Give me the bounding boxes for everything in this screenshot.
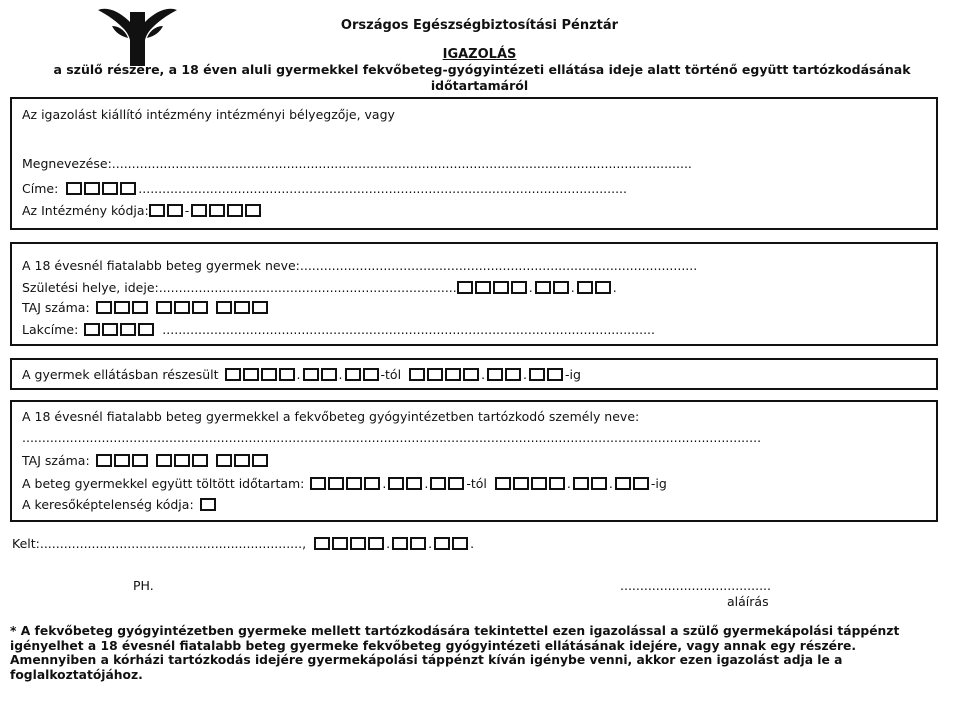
month-box[interactable] [406, 477, 422, 490]
month-box[interactable] [303, 368, 319, 381]
year-box[interactable] [445, 368, 461, 381]
date-dot: . [470, 536, 475, 551]
day-box[interactable] [363, 368, 379, 381]
postcode-box[interactable] [120, 182, 136, 195]
year-box[interactable] [475, 281, 491, 294]
footnote-text: ezen igazolással a szülő gyermekápolási táppénzt igényelhet a 18 évesnél fiatalabb beteg gyermeke fekvőbeteg gyógyintézeti ellátásának idejére, vagy annak egy részére. Amennyiben a kórházi tartózkodás idejére gyermekápolási táppénzt kíván igénybe venni, akkor ezen igazolást adja le a foglalkoztatójához. [10, 624, 900, 682]
year-box[interactable] [513, 477, 529, 490]
signature-label: aláírás [727, 594, 769, 609]
birth-dot: . [528, 280, 533, 295]
year-box[interactable] [243, 368, 259, 381]
birth-field[interactable] [22, 280, 617, 295]
postcode-box[interactable] [102, 182, 118, 195]
year-box[interactable] [368, 537, 384, 550]
taj-box[interactable] [114, 454, 130, 467]
day-box[interactable] [633, 477, 649, 490]
companion-name-dots[interactable]: .......................................................................................................................................................................................... [22, 430, 762, 445]
child-name-dots: .................................................................................................... [299, 258, 698, 273]
companion-taj-field[interactable] [22, 453, 276, 468]
year-box[interactable] [310, 477, 326, 490]
year-box[interactable] [409, 368, 425, 381]
period-dot: . [608, 476, 613, 491]
incapacity-label: A keresőképtelenség kódja: [22, 497, 194, 512]
stamp-label: Az igazolást kiállító intézmény intézményi bélyegzője, vagy [22, 107, 395, 122]
month-box[interactable] [410, 537, 426, 550]
footnote [10, 624, 945, 682]
taj-box[interactable] [174, 454, 190, 467]
date-dots: .................................................................. [39, 536, 303, 551]
date-field[interactable] [12, 536, 474, 551]
birth-dot: . [570, 280, 575, 295]
care-from-suffix: -tól [380, 367, 402, 382]
taj-box[interactable] [156, 301, 172, 314]
institution-name-field[interactable] [22, 156, 692, 171]
incapacity-code-field[interactable] [22, 497, 218, 512]
year-box[interactable] [364, 477, 380, 490]
taj-box[interactable] [96, 301, 112, 314]
child-taj-field[interactable] [22, 300, 276, 315]
taj-box[interactable] [234, 301, 250, 314]
year-box[interactable] [549, 477, 565, 490]
taj-box[interactable] [216, 454, 232, 467]
postcode-box[interactable] [84, 323, 100, 336]
day-box[interactable] [452, 537, 468, 550]
taj-box[interactable] [174, 301, 190, 314]
document-subtitle: a szülő részére, a 18 éven aluli gyermekkel fekvőbeteg-gyógyintézeti ellátása ideje alatt történő együtt tartózkodásának [53, 62, 911, 77]
taj-box[interactable] [132, 301, 148, 314]
day-box[interactable] [448, 477, 464, 490]
document-title: IGAZOLÁS [442, 47, 517, 62]
care-to-suffix: -ig [565, 367, 581, 382]
date-comma: , [302, 536, 307, 551]
child-name-field[interactable] [22, 258, 697, 273]
code-box[interactable] [227, 204, 243, 217]
day-box[interactable] [547, 368, 563, 381]
taj-box[interactable] [252, 454, 268, 467]
postcode-box[interactable] [102, 323, 118, 336]
year-box[interactable] [346, 477, 362, 490]
period-from-suffix: -tól [466, 476, 487, 491]
institution-name: Országos Egészségbiztosítási Pénztár [340, 18, 619, 33]
year-box[interactable] [225, 368, 241, 381]
year-box[interactable] [328, 477, 344, 490]
month-box[interactable] [487, 368, 503, 381]
year-box[interactable] [350, 537, 366, 550]
birth-dot: . [612, 280, 617, 295]
period-to-suffix: -ig [650, 476, 667, 491]
year-box[interactable] [495, 477, 511, 490]
postcode-box[interactable] [66, 182, 82, 195]
year-box[interactable] [314, 537, 330, 550]
taj-box[interactable] [156, 454, 172, 467]
year-box[interactable] [261, 368, 277, 381]
care-dot: . [296, 367, 301, 382]
postcode-box[interactable] [120, 323, 136, 336]
period-dot: . [382, 476, 387, 491]
day-box[interactable] [615, 477, 631, 490]
care-dot: . [523, 367, 528, 382]
name-dots: .................................................................................................................................................. [111, 156, 692, 171]
name-label: Megnevezése: [22, 156, 112, 171]
day-box[interactable] [345, 368, 361, 381]
code-label: Az Intézmény kódja: [22, 203, 149, 218]
code-box[interactable] [245, 204, 261, 217]
day-box[interactable] [529, 368, 545, 381]
month-box[interactable] [591, 477, 607, 490]
signature-line[interactable]: ...................................... [620, 578, 771, 593]
postcode-box[interactable] [138, 323, 154, 336]
day-box[interactable] [595, 281, 611, 294]
care-dot: . [481, 367, 486, 382]
year-box[interactable] [511, 281, 527, 294]
document-subtitle-cont: időtartamáról [430, 78, 529, 93]
day-box[interactable] [430, 477, 446, 490]
institution-address-field[interactable] [22, 181, 627, 196]
taj-box[interactable] [114, 301, 130, 314]
taj-box[interactable] [96, 454, 112, 467]
day-box[interactable] [577, 281, 593, 294]
residence-field[interactable] [22, 322, 655, 337]
birth-dots: ........................................................................... [158, 280, 457, 295]
month-box[interactable] [388, 477, 404, 490]
month-box[interactable] [321, 368, 337, 381]
year-box[interactable] [279, 368, 295, 381]
institution-code-field[interactable] [22, 203, 269, 218]
year-box[interactable] [493, 281, 509, 294]
month-box[interactable] [392, 537, 408, 550]
taj-box[interactable] [192, 454, 208, 467]
year-box[interactable] [463, 368, 479, 381]
period-label: A beteg gyermekkel együtt töltött időtartam: [22, 476, 305, 491]
taj-label: TAJ száma: [22, 453, 90, 468]
taj-box[interactable] [252, 301, 268, 314]
year-box[interactable] [457, 281, 473, 294]
footnote-emphasis: fekvőbeteg gyógyintézetben gyermeke mellett tartózkodására tekintettel [34, 624, 549, 638]
code-box[interactable] [209, 204, 225, 217]
taj-box[interactable] [216, 301, 232, 314]
care-period-field[interactable] [22, 367, 581, 382]
code-dash: - [184, 203, 190, 218]
date-dot: . [428, 536, 433, 551]
taj-box[interactable] [132, 454, 148, 467]
address-label: Címe: [22, 181, 59, 196]
date-label: Kelt: [12, 536, 40, 551]
year-box[interactable] [531, 477, 547, 490]
postcode-box[interactable] [84, 182, 100, 195]
taj-box[interactable] [234, 454, 250, 467]
period-dot: . [424, 476, 429, 491]
period-dot: . [566, 476, 571, 491]
incapacity-code-box[interactable] [200, 498, 216, 511]
year-box[interactable] [427, 368, 443, 381]
care-dot: . [338, 367, 343, 382]
address-dots: ........................................................................................................................... [138, 181, 628, 196]
taj-box[interactable] [192, 301, 208, 314]
code-box[interactable] [191, 204, 207, 217]
month-box[interactable] [505, 368, 521, 381]
year-box[interactable] [332, 537, 348, 550]
residence-label: Lakcíme: [22, 322, 79, 337]
date-dot: . [386, 536, 391, 551]
taj-label: TAJ száma: [22, 300, 90, 315]
code-box[interactable] [167, 204, 183, 217]
month-box[interactable] [553, 281, 569, 294]
month-box[interactable] [573, 477, 589, 490]
day-box[interactable] [434, 537, 450, 550]
companion-period-field[interactable] [22, 476, 667, 491]
code-box[interactable] [149, 204, 165, 217]
ph-stamp-label: PH. [133, 578, 154, 593]
care-label: A gyermek ellátásban részesült [22, 367, 219, 382]
companion-label: A 18 évesnél fiatalabb beteg gyermekkel a fekvőbeteg gyógyintézetben tartózkodó személy neve: [22, 409, 640, 424]
footnote-star: * A [10, 624, 35, 638]
child-name-label: A 18 évesnél fiatalabb beteg gyermek neve: [22, 258, 300, 273]
birth-label: Születési helye, ideje: [22, 280, 159, 295]
month-box[interactable] [535, 281, 551, 294]
residence-dots: ............................................................................................................................ [162, 322, 655, 337]
